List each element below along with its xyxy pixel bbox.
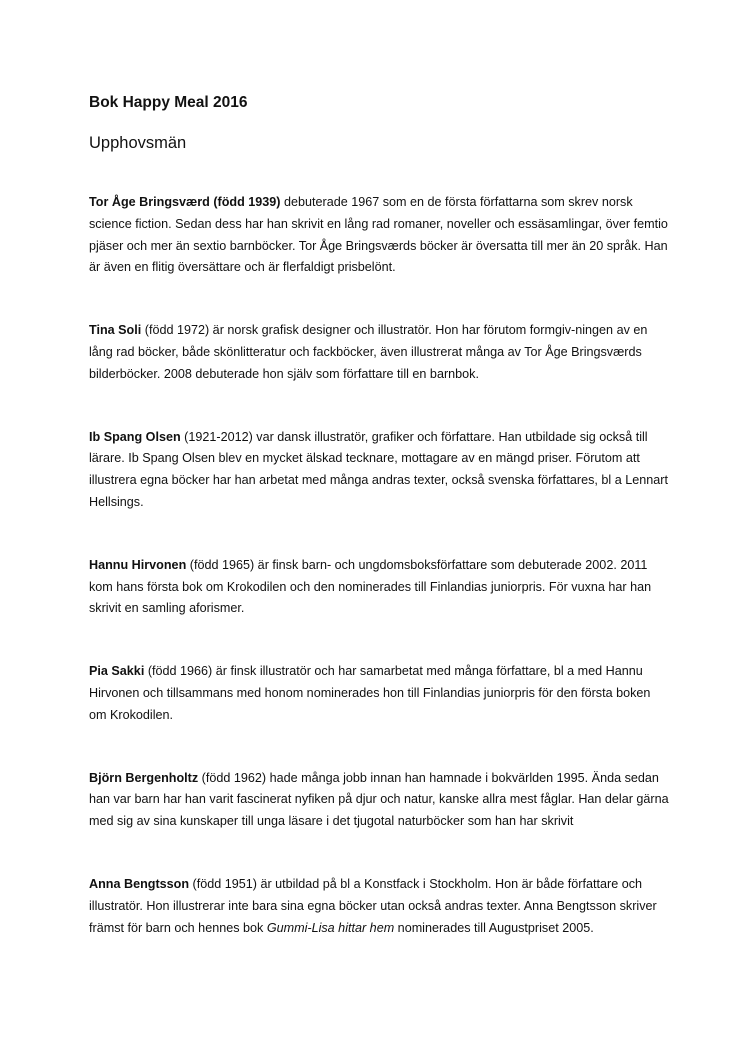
author-entry-hirvonen [89,555,669,620]
author-entry-bringsvaerd [89,192,669,279]
author-name: Tina Soli [89,323,142,338]
document-title: Bok Happy Meal 2016 [89,94,248,111]
author-name: Björn Bergenholtz [89,770,199,785]
author-name: Hannu Hirvonen [89,557,187,572]
author-birth: (född 1951) [189,876,257,891]
author-birth: (1921-2012) [180,429,253,444]
document-content [89,93,669,980]
author-bio: är utbildad på bl a Konstfack i Stockholm. Hon är både författare och illustratör. Hon illustrerar inte bara sina egna böcker utan också andras texter. Anna Bengtsson skriver främst för barn och hennes bok [89,876,657,935]
author-birth: (född 1939) [209,195,281,209]
author-entry-bengtsson [89,874,669,939]
author-bio: hade många jobb innan han hamnade i bokvärlden 1995. Ända sedan han var barn har han varit fascinerat nyfiken på djur och natur, kanske allra mest fåglar. Han delar gärna med sig av sina kunskaper till unga läsare i det tjugotal naturböcker som han har skrivit [89,770,669,829]
book-title: Gummi-Lisa hittar hem [266,920,395,935]
author-birth: (född 1962) [198,770,267,785]
author-bio-end: nominerades till Augustpriset 2005. [394,920,594,935]
author-bio: debuterade 1967 som en de första författarna som skrev norsk science fiction. Sedan dess har han skrivit en lång rad romaner, noveller och essäsamlingar, över femtio pjäser och mer än sextio barnböcker. Tor Åge Bringsværds böcker är översatta till mer än 20 språk. Han är även en flitig översättare och är flerfaldigt prisbelönt. [89,195,668,275]
author-bio: var dansk illustratör, grafiker och författare. Han utbildade sig också till lärare. Ib Spang Olsen blev en mycket älskad tecknare, mottagare av en mängd priser. Förutom att illustrera egna böcker har han arbetat med många andras texter, också svenska författares, bl a Lennart Hellsings. [89,429,668,509]
author-bio: är finsk illustratör och har samarbetat med många författare, bl a med Hannu Hirvonen och tillsammans med honom nominerades hon till Finlandias juniorpris för den första boken om Krokodilen. [89,664,651,722]
author-bio: är finsk barn- och ungdomsboksförfattare som debuterade 2002. 2011 kom hans första bok om Krokodilen och den nominerades till Finlandias juniorpris. För vuxna har han skrivit en samling aforismer. [89,557,652,616]
author-entry-bergenholtz [89,768,669,833]
author-list [89,192,669,939]
author-birth: (född 1972) [141,323,210,338]
author-entry-spang-olsen [89,427,669,514]
author-name: Tor Åge Bringsværd [89,195,210,209]
author-name: Ib Spang Olsen [89,429,181,444]
author-bio: är norsk grafisk designer och illustratör. Hon har förutom formgiv-ningen av en lång rad böcker, både skönlitteratur och fackböcker, även illustrerat många av Tor Åge Bringsværds bilderböcker. 2008 debuterade hon själv som författare till en barnbok. [89,323,648,381]
author-name: Pia Sakki [89,664,145,679]
author-entry-sakki [89,661,669,726]
author-entry-soli [89,320,669,385]
author-birth: (född 1966) [144,664,213,679]
author-name: Anna Bengtsson [89,876,190,891]
document-subtitle: Upphovsmän [89,134,187,152]
author-birth: (född 1965) [186,557,255,572]
